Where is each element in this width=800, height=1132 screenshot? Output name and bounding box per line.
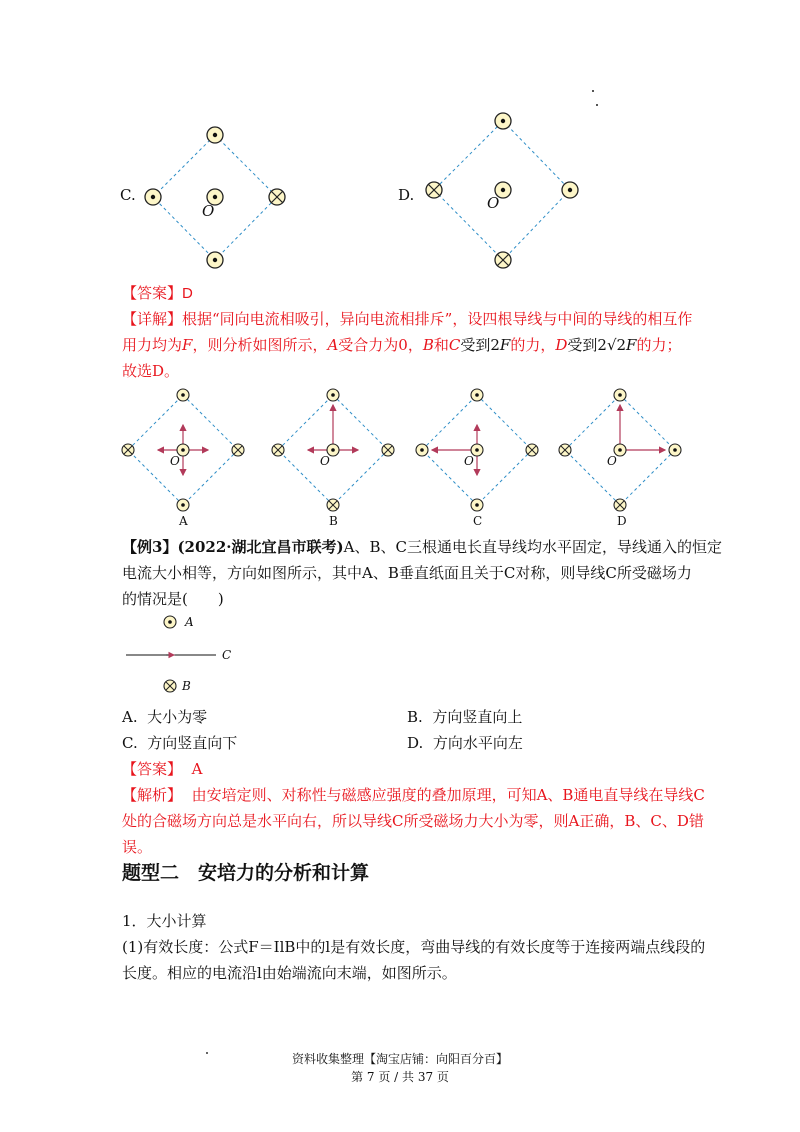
option-letter: A. — [122, 708, 138, 726]
detail-line-3: 故选D。 — [122, 362, 180, 380]
wire-dot-right — [562, 182, 578, 198]
detail-text: 受合力为0， — [338, 336, 423, 354]
var-c: C — [448, 336, 461, 354]
analysis-line-2: 处的合磁场方向总是水平向右，所以导线C所受磁场力大小为零，则A正确，B、C、D错 — [122, 812, 704, 830]
answer-tag: 【答案】 — [122, 284, 183, 302]
example3-line-1 — [122, 535, 722, 559]
analysis-figure-a — [118, 390, 248, 515]
example3-line-2: 电流大小相等，方向如图所示，其中A、B垂直纸面且关于C对称，则导线C所受磁场力 — [122, 564, 692, 582]
figure-c-o-label: O — [202, 202, 215, 220]
figure-d-diagram — [420, 110, 585, 275]
wire-dot-top — [495, 113, 511, 129]
option-text: 方向竖直向上 — [432, 708, 523, 726]
example3-text: A、B、C三根通电长直导线均水平固定，导线通入的恒定 — [343, 538, 722, 556]
analysis-line-3: 误。 — [122, 838, 153, 856]
analysis-text: 由安培定则、对称性与磁感应强度的叠加原理，可知A、B通电直导线在导线C — [191, 786, 705, 804]
analysis-line-1 — [122, 783, 705, 807]
detail-text: 用力均为 — [122, 336, 183, 354]
analysis-label-a: A — [179, 514, 188, 528]
o-label: O — [170, 454, 180, 468]
option-text: 大小为零 — [147, 708, 208, 726]
wire-dot-top — [207, 127, 223, 143]
section-title: 题型二 安培力的分析和计算 — [122, 862, 370, 884]
option-letter: D. — [407, 734, 424, 752]
svg-text:O: O — [320, 454, 330, 468]
option-d — [407, 731, 523, 755]
example3-source: (2022·湖北宜昌市联考) — [177, 538, 344, 556]
footer-page-number: 第 7 页 / 共 37 页 — [351, 1070, 449, 1084]
detail-text: 和 — [433, 336, 449, 354]
figure-d-o-label: O — [487, 194, 500, 212]
figure-c-label: C. — [120, 186, 136, 204]
detail-line-1 — [122, 307, 692, 331]
option-text: 方向竖直向下 — [147, 734, 238, 752]
example3-line-3: 的情况是( ) — [122, 590, 224, 608]
analysis-label-d: D — [617, 514, 627, 528]
page-mark — [592, 90, 594, 92]
body-item-2-line-1: (1)有效长度：公式F＝IlB中的l是有效长度，弯曲导线的有效长度等于连接两端点线段的 — [122, 938, 706, 956]
var-a: A — [327, 336, 339, 354]
wire-cross-bottom — [495, 252, 511, 268]
option-text: 方向水平向左 — [432, 734, 523, 752]
svg-text:O: O — [607, 454, 617, 468]
body-item-1: 1．大小计算 — [122, 912, 207, 930]
answer-value: D — [182, 285, 193, 302]
detail-text: 受到2 — [567, 336, 607, 354]
analysis-tag: 【解析】 — [122, 786, 183, 804]
var-b: B — [422, 336, 434, 354]
detail-text: 根据“同向电流相吸引，异向电流相排斥”，设四根导线与中间的导线的相互作 — [182, 310, 693, 328]
var-f: F — [499, 336, 511, 354]
wire-cross-left — [426, 182, 442, 198]
sqrt-symbol: √2 — [606, 336, 627, 354]
detail-tag: 【详解】 — [122, 310, 183, 328]
analysis-figure-d — [555, 390, 685, 515]
option-c — [122, 731, 237, 755]
example3-fig-label-b: B — [182, 679, 191, 693]
figure-d-label: D. — [398, 186, 415, 204]
var-f: F — [626, 336, 637, 354]
footer-source: 资料收集整理【淘宝店铺：向阳百分百】 — [291, 1052, 508, 1066]
page-mark — [596, 104, 598, 106]
option-letter: B. — [407, 708, 423, 726]
example3-fig-label-a: A — [185, 615, 194, 629]
body-item-2-line-2: 长度。相应的电流沿l由始端流向末端，如图所示。 — [122, 964, 457, 982]
detail-text: ，则分析如图所示， — [192, 336, 328, 354]
detail-line-2 — [122, 333, 681, 357]
wire-dot-bottom — [207, 252, 223, 268]
option-letter: C. — [122, 734, 138, 752]
option-a — [122, 705, 207, 729]
option-b — [407, 705, 522, 729]
analysis-label-b: B — [329, 514, 338, 528]
figure-c-diagram — [140, 125, 300, 270]
answer-value: A — [191, 760, 203, 778]
answer-tag: 【答案】 — [122, 760, 183, 778]
detail-text: 的力， — [510, 336, 556, 354]
detail-text: 受到2 — [460, 336, 500, 354]
analysis-label-c: C — [473, 514, 483, 528]
var-d: D — [555, 336, 568, 354]
wire-dot-left — [145, 189, 161, 205]
answer-line — [122, 281, 193, 306]
detail-text: 的力； — [636, 336, 682, 354]
svg-text:O: O — [464, 454, 474, 468]
answer2-line — [122, 757, 202, 781]
wire-cross-right — [269, 189, 285, 205]
example3-tag: 【例3】 — [122, 538, 178, 556]
var-f: F — [182, 336, 193, 354]
example3-fig-label-c: C — [222, 648, 232, 662]
analysis-figure-b — [268, 390, 398, 515]
analysis-figure-c — [412, 390, 542, 515]
